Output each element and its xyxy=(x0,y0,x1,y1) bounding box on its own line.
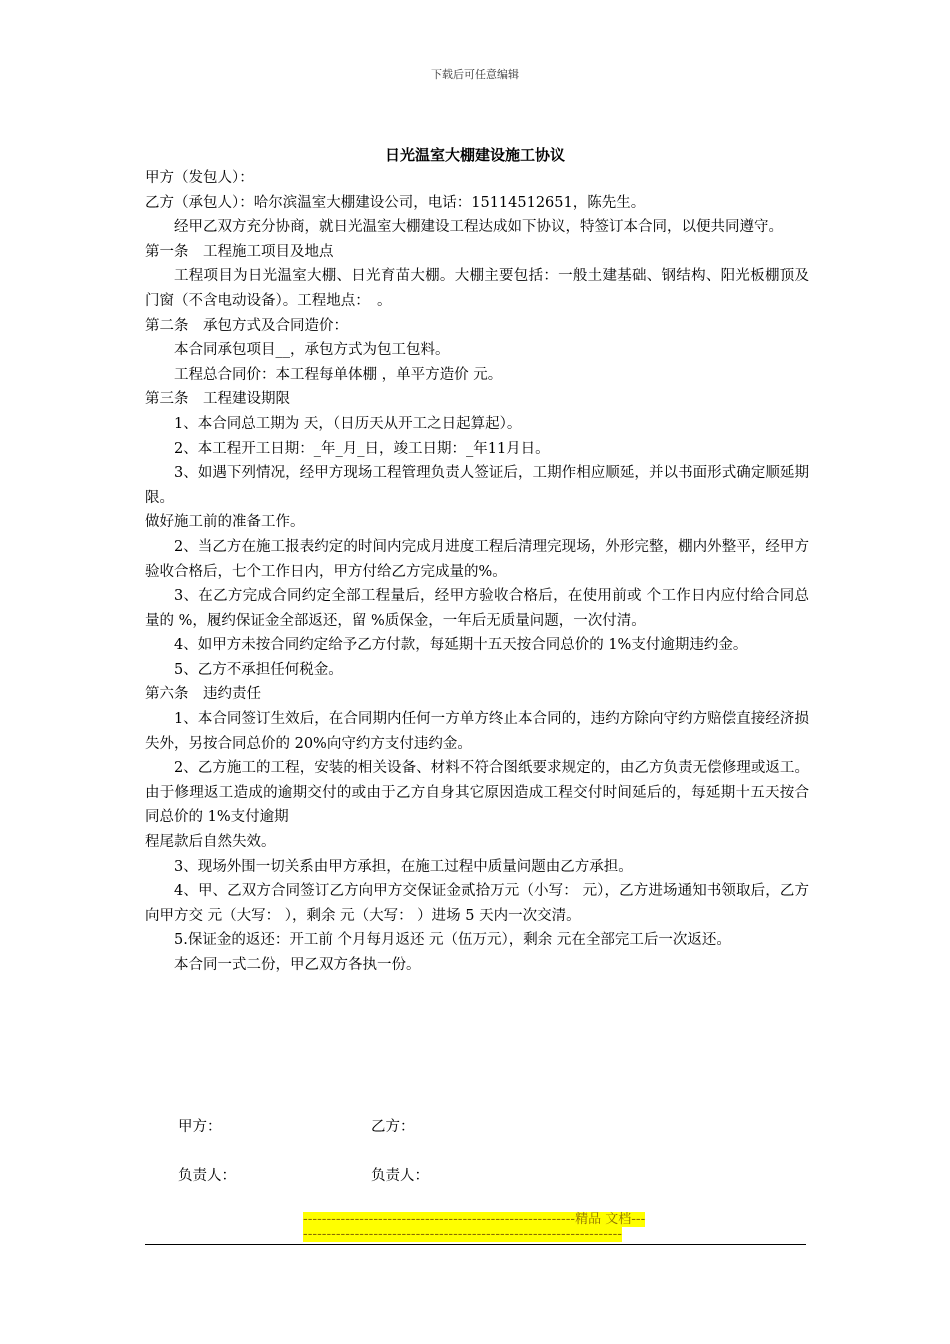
document-title: 日光温室大棚建设施工协议 xyxy=(384,146,565,164)
article-6-heading: 第六条 违约责任 xyxy=(145,686,261,703)
article-3-heading: 第三条 工程建设期限 xyxy=(145,391,290,408)
article-6-item-5: 5.保证金的返还：开工前 个月每月返还 元（伍万元），剩余 元在全部完工后一次返还。 xyxy=(174,932,731,949)
article-6-item-4: 4、甲、乙双方合同签订乙方向甲方交保证金贰拾万元（小写： 元），乙方进场通知书领取后，乙方向甲方交 元（大写： ），剩余 元（大写： ）进场 5 天内一次交清。 xyxy=(145,883,809,924)
article-2-heading: 第二条 承包方式及合同造价： xyxy=(145,317,348,334)
article-1-body: 工程项目为日光温室大棚、日光育苗大棚。大棚主要包括：一般土建基础、钢结构、阳光板棚顶及门窗（不含电动设备）。工程地点： 。 xyxy=(145,268,809,309)
party-a-signature-label: 甲方： xyxy=(178,1119,222,1135)
article-2-body-2: 工程总合同价：本工程每单体棚 ，单平方造价 元。 xyxy=(174,366,503,383)
party-b-signature-label: 乙方： xyxy=(371,1119,415,1135)
copies-line: 本合同一式二份，甲乙双方各执一份。 xyxy=(174,957,421,973)
party-a-line: 甲方（发包人）： xyxy=(145,170,254,186)
payment-item-2: 2、当乙方在施工报表约定的时间内完成月进度工程后清理完现场，外形完整，棚内外整平，经甲方验收合格后，七个工作日内，甲方付给乙方完成量的%。 xyxy=(145,538,809,580)
article-2-body-1: 本合同承包项目__，承包方式为包工包料。 xyxy=(174,342,450,359)
article-6-item-3: 3、现场外围一切关系由甲方承担，在施工过程中质量问题由乙方承担。 xyxy=(174,858,633,875)
contract-body xyxy=(145,166,809,978)
party-b-line: 乙方（承包人）：哈尔滨温室大棚建设公司，电话：15114512651，陈先生。 xyxy=(145,194,646,211)
footer-watermark xyxy=(303,1212,648,1242)
payment-item-4: 4、如甲方未按合同约定给予乙方付款，每延期十五天按合同总价的 1%支付逾期违约金。 xyxy=(174,637,748,654)
article-3-item-1: 1、本合同总工期为 天，（日历天从开工之日起算起）。 xyxy=(174,415,522,432)
header-note: 下载后可任意编辑 xyxy=(431,68,519,81)
payment-item-5: 5、乙方不承担任何税金。 xyxy=(174,661,343,678)
article-3-item-3: 3、如遇下列情况，经甲方现场工程管理负责人签证后，工期作相应顺延，并以书面形式确定顺延期限。 xyxy=(145,465,809,506)
article-6-item-1: 1、本合同签订生效后，在合同期内任何一方单方终止本合同的，违约方除向守约方赔偿直接经济损失外，另按合同总价的 20%向守约方支付违约金。 xyxy=(145,711,809,752)
preamble-paragraph: 经甲乙双方充分协商，就日光温室大棚建设工程达成如下协议，特签订本合同，以便共同遵守。 xyxy=(174,219,783,236)
party-b-representative-label: 负责人： xyxy=(371,1168,429,1184)
footer-watermark-text: ----------------------------------------------------------精品 文档----------------------------------------------------------------------- xyxy=(303,1212,646,1242)
article-1-heading: 第一条 工程施工项目及地点 xyxy=(145,243,334,260)
bottom-divider xyxy=(145,1244,806,1245)
article-6-item-2: 2、乙方施工的工程，安装的相关设备、材料不符合图纸要求规定的，由乙方负责无偿修理或返工。由于修理返工造成的逾期交付的或由于乙方自身其它原因造成工程交付时间延后的，每延期十五天按合同总价的 1%支付逾期 xyxy=(145,760,809,826)
tail-payment-line: 程尾款后自然失效。 xyxy=(145,834,276,851)
party-a-representative-label: 负责人： xyxy=(178,1168,236,1184)
payment-item-3: 3、在乙方完成合同约定全部工程量后，经甲方验收合格后，在使用前或 个工作日内应付给合同总量的 %，履约保证金全部返还，留 %质保金，一年后无质量问题，一次付清。 xyxy=(145,588,809,629)
prep-work-line: 做好施工前的准备工作。 xyxy=(145,514,305,531)
article-3-item-2: 2、本工程开工日期：_年_月_日，竣工日期：_年11月日。 xyxy=(174,440,550,457)
